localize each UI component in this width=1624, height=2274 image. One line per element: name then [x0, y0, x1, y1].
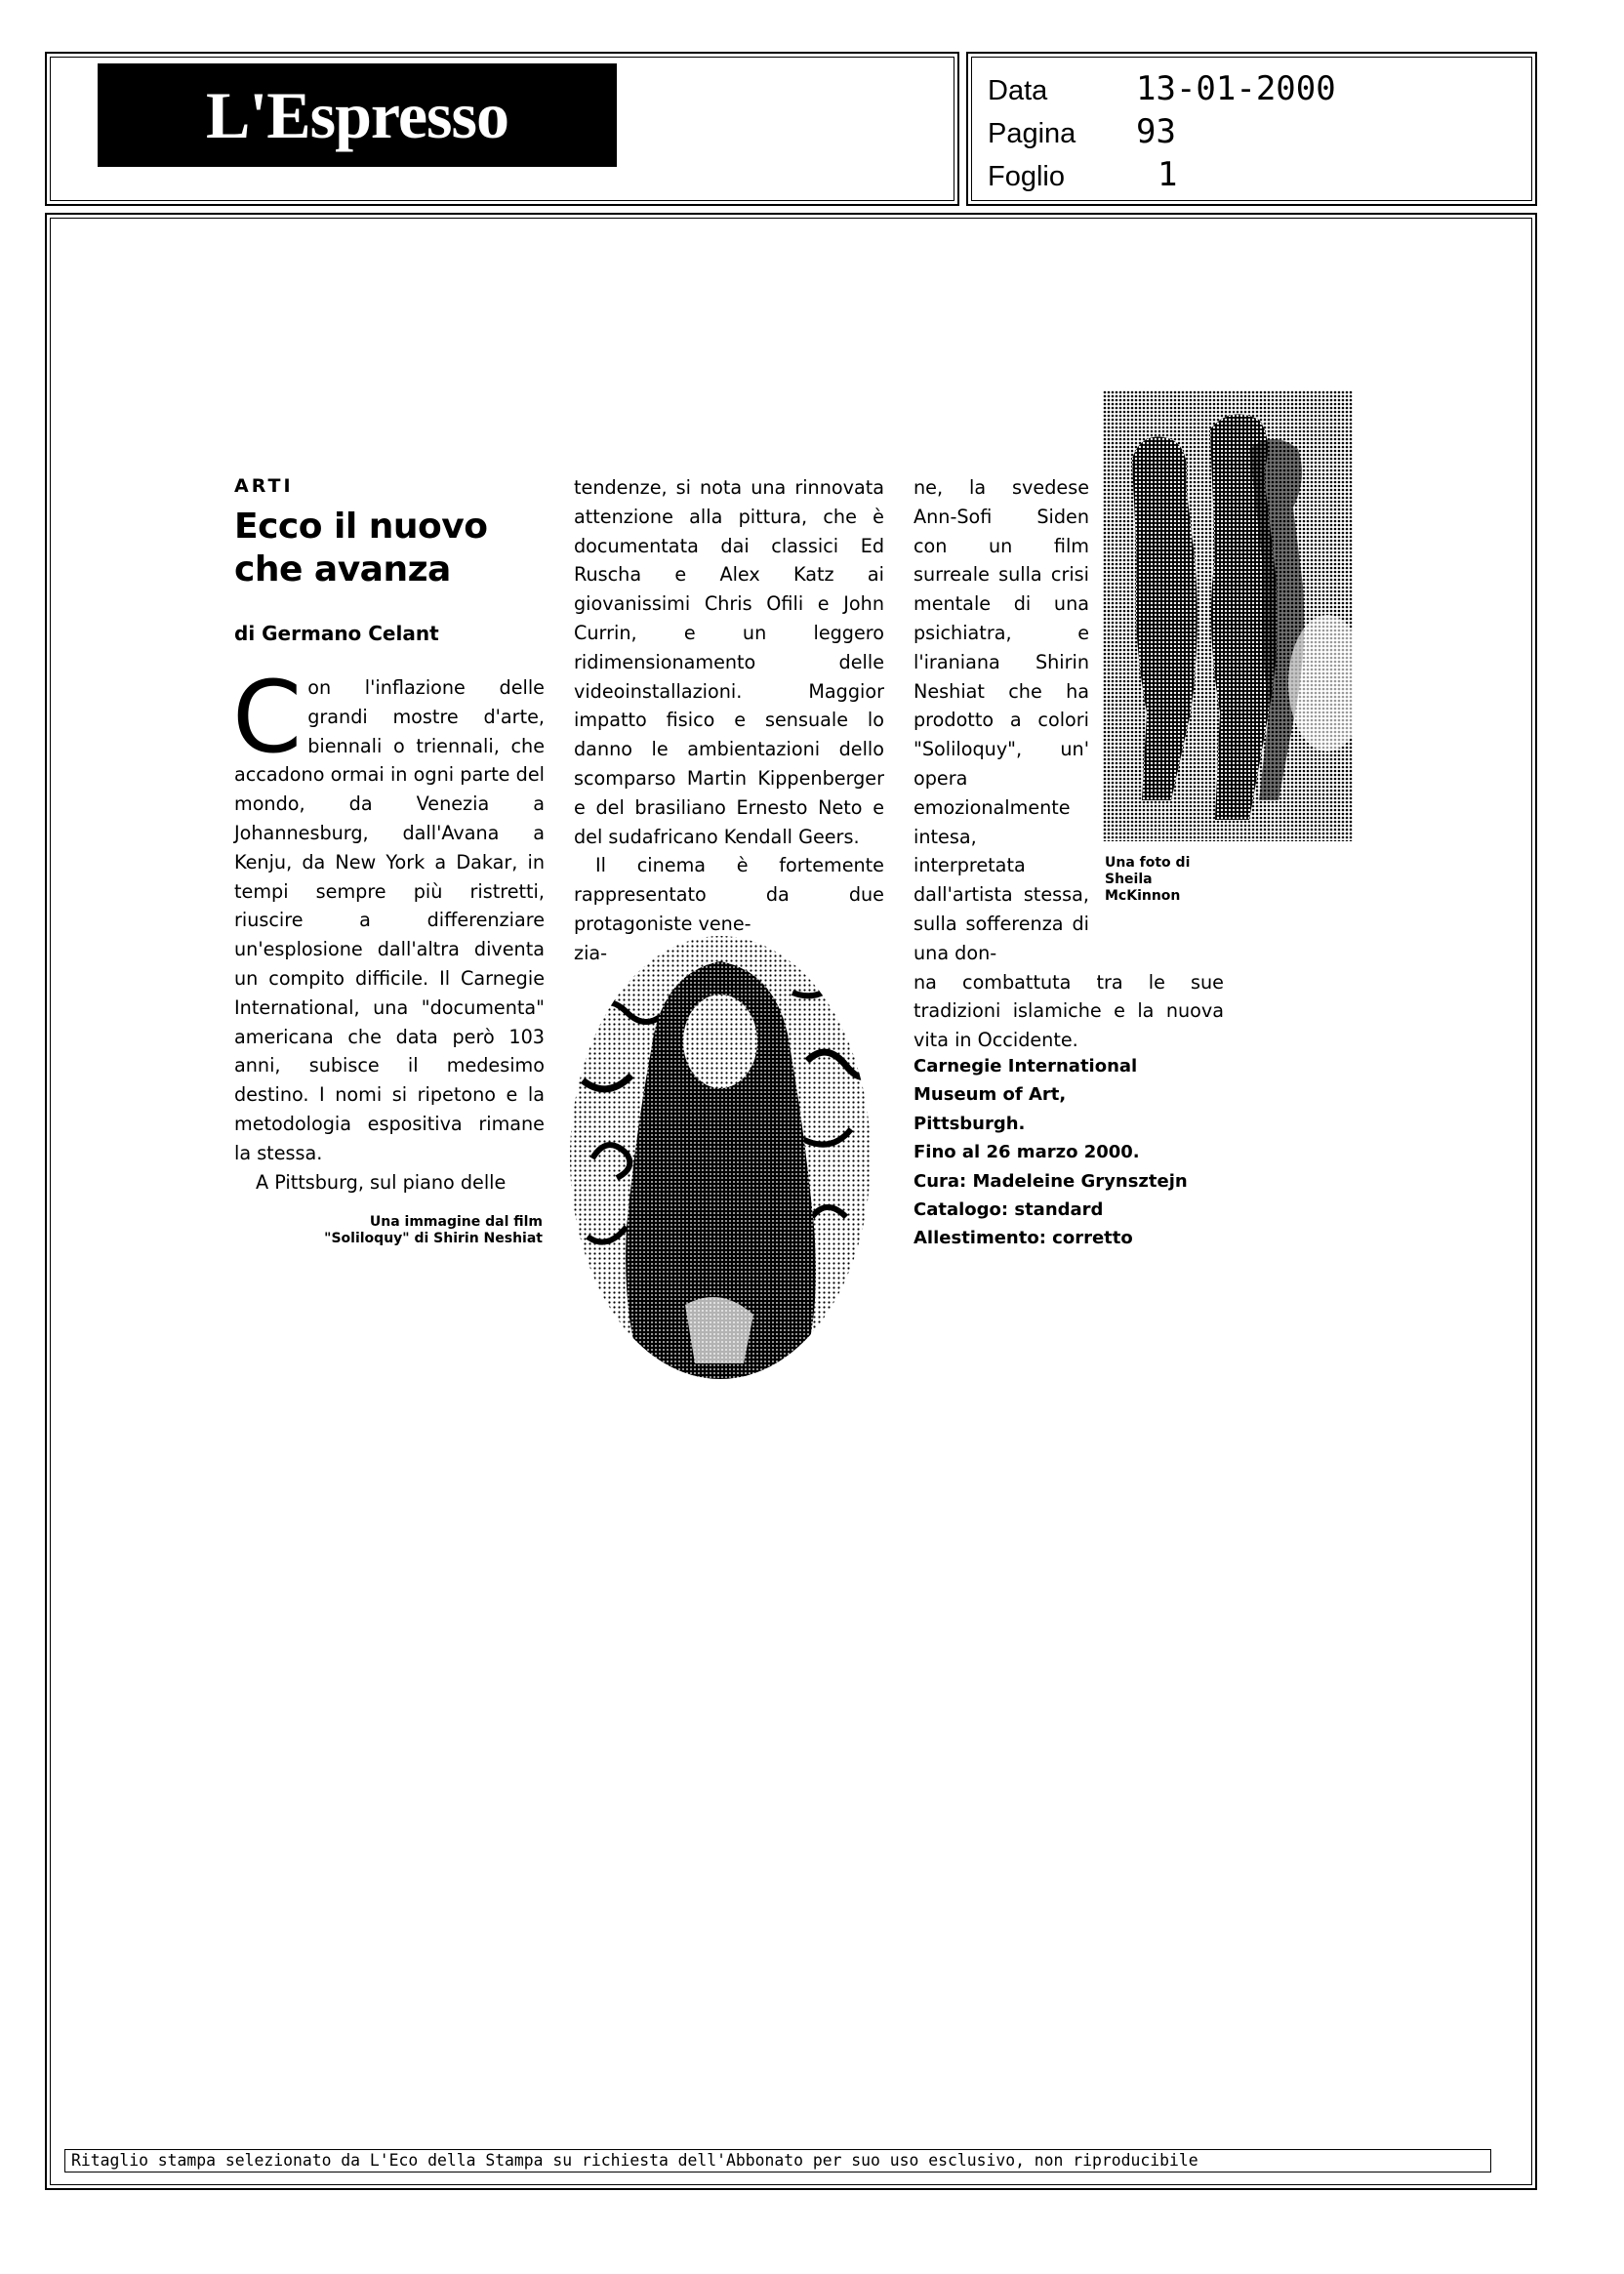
info-line: Fino al 26 marzo 2000.: [914, 1142, 1140, 1163]
data-label: Data: [988, 75, 1048, 106]
paragraph: ne, la svedese Ann-Sofi Siden con un film surreale sulla crisi mentale di una psichiatra, e l'iraniana Shirin Neshiat che ha prodotto a colori "Soliloquy", un' opera emozionalmente intesa, interpretata dall'artista stessa, sulla sofferenza di una don-: [914, 476, 1089, 964]
logo: [98, 63, 617, 167]
photo-soliloquy: [568, 934, 873, 1381]
pagina-label: Pagina: [988, 118, 1076, 149]
masthead-box: [45, 52, 959, 206]
paragraph: A Pittsburg, sul piano delle: [256, 1170, 507, 1194]
paragraph: zia-: [574, 941, 608, 964]
paragraph: na combattuta tra le sue tradizioni islamiche e la nuova vita in Occidente.: [914, 970, 1224, 1052]
info-line: Carnegie International: [914, 1056, 1138, 1076]
foglio-label: Foglio: [988, 161, 1065, 192]
foglio-value: 1: [1157, 155, 1178, 194]
pagina-row: [988, 112, 1176, 151]
exhibition-info: [914, 1052, 1188, 1253]
data-row: [988, 69, 1336, 108]
article-column-1: [232, 660, 545, 1197]
photo-figures: [1103, 390, 1353, 841]
info-line: Cura: Madeleine Grynsztejn: [914, 1170, 1188, 1192]
data-value: 13-01-2000: [1136, 69, 1336, 108]
info-line: Museum of Art,: [914, 1084, 1067, 1106]
caption-photo: Una foto di Sheila McKinnon: [1105, 855, 1191, 904]
info-line: Allestimento: corretto: [914, 1228, 1133, 1249]
paragraph: [232, 660, 545, 1168]
paragraph: Il cinema è fortemente rappresentato da due protagoniste vene-: [574, 854, 884, 935]
info-line: Pittsburgh.: [914, 1113, 1026, 1134]
foglio-row: [988, 155, 1177, 194]
article-column-2: [574, 473, 884, 968]
paragraph-text: on l'inflazione delle grandi mostre d'arte, biennali o triennali, che accadono ormai in ogni parte del mondo, da Venezia a Johannesburg, dall'Avana a Kenju, da New York a Dakar, in tempi sempre più ristretti, riuscire a differenziare un'esplosione dall'altra diventa un compito difficile. Il Carnegie International, una "documenta" americana che data però 103 anni, subisce il medesimo destino. I nomi si ripetono e la metodologia espositiva rimane la stessa.: [234, 676, 545, 1164]
logo-text: L'Espresso: [206, 77, 508, 152]
footer-notice: Ritaglio stampa selezionato da L'Eco della Stampa su richiesta dell'Abbonato per suo uso esclusivo, non riproducibile: [64, 2149, 1491, 2172]
caption-film: Una immagine dal film "Soliloquy" di Shirin Neshiat: [324, 1214, 543, 1246]
article-title: Ecco il nuovo che avanza: [234, 507, 488, 589]
section-label: ARTI: [234, 475, 294, 497]
info-line: Catalogo: standard: [914, 1199, 1104, 1221]
pagina-value: 93: [1136, 112, 1176, 151]
byline: di Germano Celant: [234, 622, 439, 645]
paragraph: tendenze, si nota una rinnovata attenzione alla pittura, che è documentata dai classici Ed Ruscha e Alex Katz ai giovanissimi Chris Ofili e John Currin, e un leggero ridimensionamento delle videoinstallazioni. Maggior impatto fisico e sensuale lo danno le ambientazioni dello scomparso Martin Kippenberger e del brasiliano Ernesto Neto e del sudafricano Kendall Geers.: [574, 476, 884, 848]
metadata-box: [966, 52, 1537, 206]
drop-cap: C: [232, 660, 303, 776]
